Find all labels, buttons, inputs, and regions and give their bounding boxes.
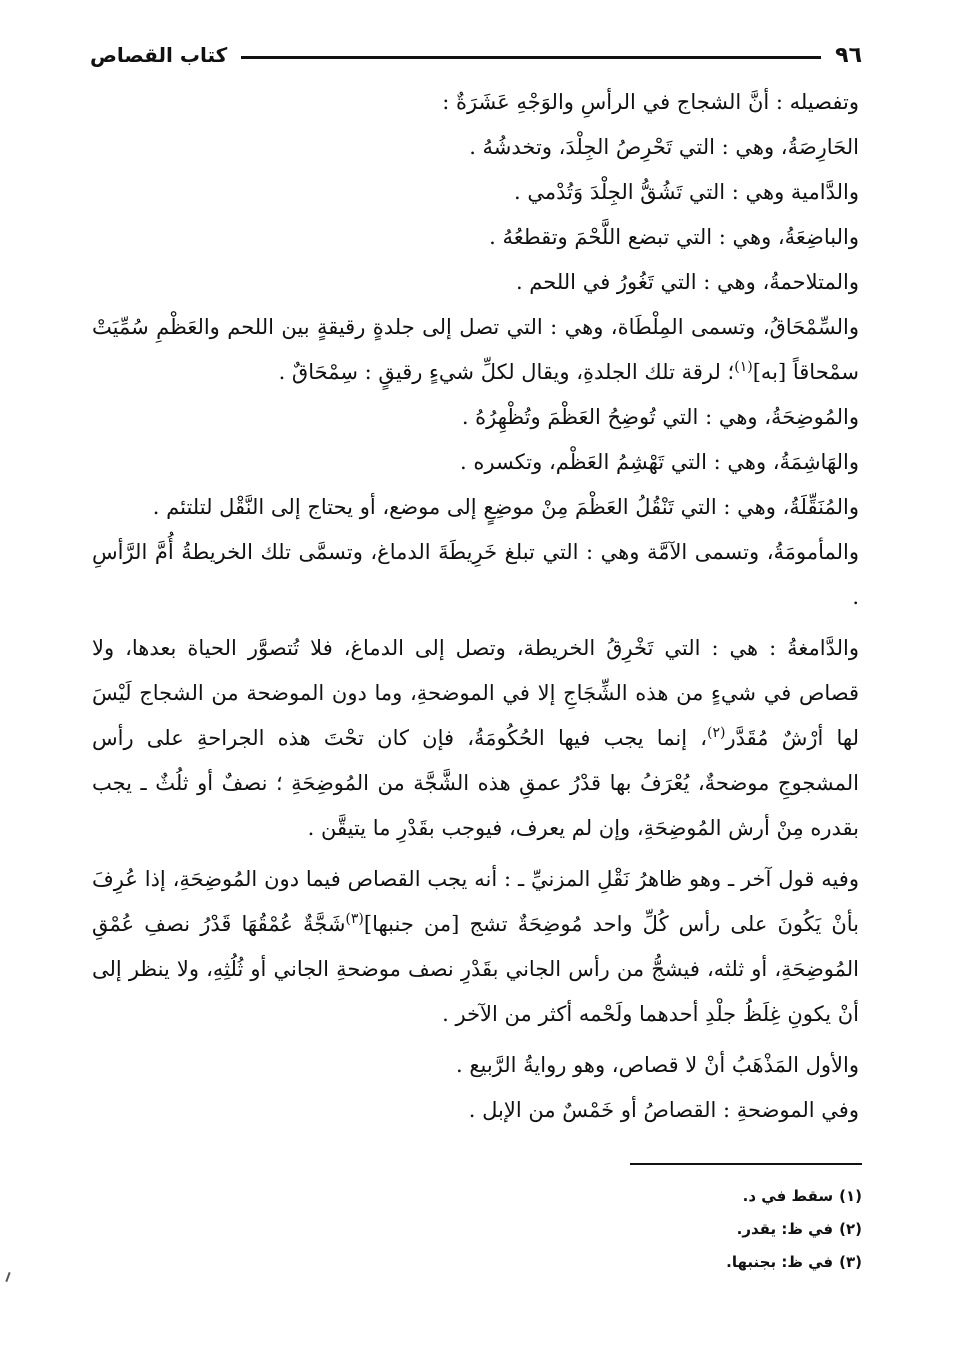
page-number: ٩٦ xyxy=(835,42,862,68)
page-header xyxy=(90,38,862,72)
paragraph-mamuma: والمأمومَةُ، وتسمى الآمَّة وهي : التي تبلغ خَرِيطَةَ الدماغ، وتسمَّى تلك الخريطةُ أُمَّ الرَّأسِ . xyxy=(92,540,859,609)
book-title: كتاب القصاص xyxy=(90,43,228,67)
footnote-number: (٢) xyxy=(839,1220,862,1238)
paragraph-mudiha-ruling: وفي الموضحةِ : القصاصُ أو خَمْسٌ من الإبل . xyxy=(468,1098,859,1122)
paragraph-madhhab: والأول المَذْهَبُ أنْ لا قصاص، وهو روايةُ الرَّبيع . xyxy=(455,1053,859,1077)
paragraph-damiya: والدَّامية وهي : التي تَشُقُّ الجِلْدَ وَتُدْمي . xyxy=(514,180,859,204)
paragraph-harisa: الحَارِصَةُ، وهي : التي تَحْرِصُ الجِلْدَ، وتخدشُهُ . xyxy=(469,135,859,159)
simhaq-continuation: ؛ لرقة تلك الجلدةِ، ويقال لكلِّ شيءٍ رقيقٍ : سِمْحَاقٌ . xyxy=(278,360,735,384)
footnote-number: (١) xyxy=(839,1187,862,1205)
footnote-rule xyxy=(630,1163,862,1165)
paragraph-mudiha: والمُوضِحَةُ، وهي : التي تُوضِحُ العَظْمَ وتُظْهِرُهُ . xyxy=(461,405,859,429)
footnote-3 xyxy=(726,1246,862,1279)
second-opinion-continuation: شَجَّةٌ عُمْقُهَا قَدْرُ نصفِ عُمْقِ المُوضِحَةِ، أو ثلثه، فيشجُّ من رأس الجاني بقَدْرِ نصف موضحةِ الجاني أو ثُلُثِهِ، ولا ينظر إلى أنْ يكونِ غِلَظُ جلْدِ أحدهما ولَحْمه أكثر من الآخر . xyxy=(92,912,859,1026)
footnote-marker-1: (١) xyxy=(734,359,753,375)
damigha-text: والدَّامغةُ : هي : التي تَخْرِقُ الخريطة، وتصل إلى الدماغ، فلا تُتصوَّر الحياة بعدها، ولا قصاص في شيءٍ من هذه الشِّجَاجِ إلا في الموضحةِ، وما دون الموضحة من الشجاج لَيْسَ لها أرْشٌ مُقَدَّر xyxy=(92,636,860,750)
footnote-text: سقط في د. xyxy=(742,1187,834,1205)
header-rule xyxy=(241,56,821,59)
main-text xyxy=(92,80,859,1133)
second-opinion-text: وفيه قول آخر ـ وهو ظاهرُ نَقْلِ المزنيِّ ـ : أنه يجب القصاص فيما دون المُوضِحَةِ، إذا عُرِفَ بأنْ يَكُونَ على رأس كُلِّ واحد مُوضِحَةٌ تشج [من جنبها] xyxy=(92,867,859,936)
paragraph-badia: والباضِعَةُ، وهي : التي تبضع اللَّحْمَ وتقطعُهُ . xyxy=(489,225,859,249)
footnote-2 xyxy=(726,1213,862,1246)
damigha-continuation: ، إنما يجب فيها الحُكُومَةُ، فإن كان تحْتَ هذه الجراحةِ على رأس المشجوجِ موضحةٌ، يُعْرَفُ بها قدْرُ عمقِ هذه الشَّجَّة من المُوضِحَةِ ؛ نصفٌ أو ثلُثٌ ـ يجب بقدره مِنْ أرش المُوضِحَةِ، وإن لم يعرف، فيوجب بقَدْرِ ما يتيقَّن . xyxy=(92,726,859,840)
paragraph-second-opinion xyxy=(92,857,859,1037)
paragraph-intro: وتفصيله : أنَّ الشجاج في الرأسِ والوَجْهِ عَشَرَةٌ : xyxy=(442,90,859,114)
paragraph-mutalahima: والمتلاحمةُ، وهي : التي تَغُورُ في اللحم . xyxy=(515,270,859,294)
paragraph-simhaq xyxy=(92,305,859,395)
footnote-marker-3: (٣) xyxy=(345,911,364,927)
paragraph-hashima: والهَاشِمَةُ، وهي : التي تَهْشِمُ العَظْم، وتكسره . xyxy=(460,450,859,474)
footnote-number: (٣) xyxy=(839,1253,862,1271)
simhaq-text: والسِّمْحَاقُ، وتسمى المِلْطَاة، وهي : التي تصل إلى جلدةٍ رقيقةٍ بين اللحم والعَظْمِ سُمِّيَتْ سمْحاقاً [به] xyxy=(92,315,859,384)
footnote-1 xyxy=(726,1180,862,1213)
footnote-marker-2: (٢) xyxy=(707,725,726,741)
footnote-text: في ظ: بجنبها. xyxy=(726,1253,834,1271)
footnotes xyxy=(726,1180,862,1279)
paragraph-damigha xyxy=(92,626,859,851)
footnote-text: في ظ: يقدر. xyxy=(736,1220,834,1238)
paragraph-munaqqila: والمُنَقِّلَةُ، وهي : التي تَنْقُلُ العَظْمَ مِنْ موضِعٍ إلى موضع، أو يحتاج إلى النَّقْل لتلتئم . xyxy=(152,495,859,519)
scan-speck xyxy=(5,1272,10,1282)
